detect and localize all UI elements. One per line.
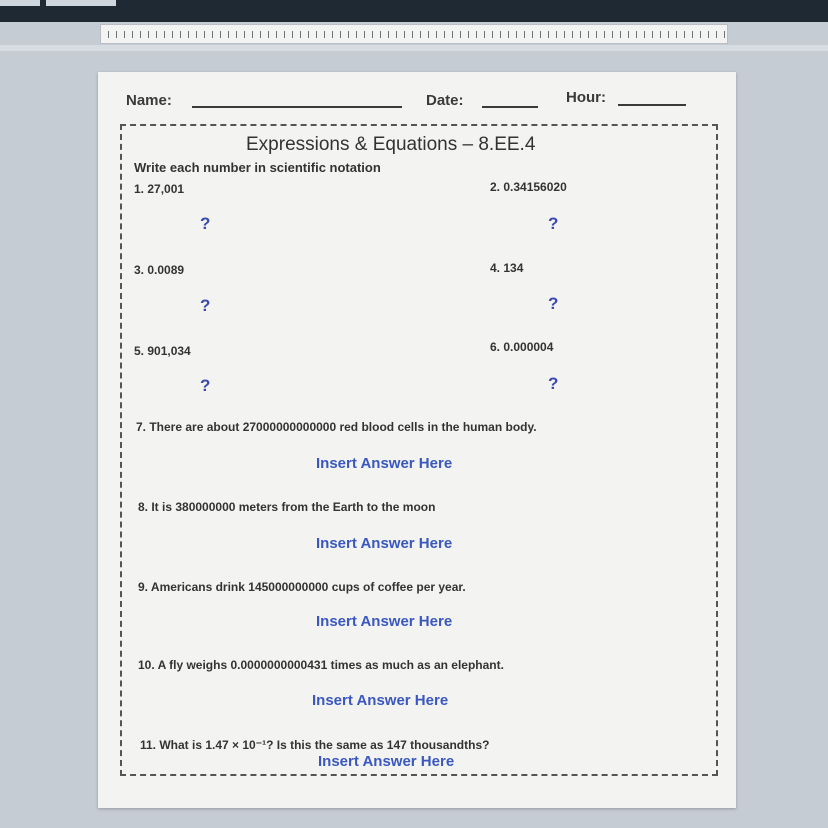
ruler-strip xyxy=(0,45,828,51)
worksheet-title: Expressions & Equations – 8.EE.4 xyxy=(246,134,536,155)
answer-2-placeholder[interactable]: ? xyxy=(548,214,559,233)
hour-blank xyxy=(618,104,686,106)
question-10: 10. A fly weighs 0.0000000000431 times as much as an elephant. xyxy=(138,658,504,672)
question-6: 6. 0.000004 xyxy=(490,340,554,354)
question-9: 9. Americans drink 145000000000 cups of coffee per year. xyxy=(138,580,466,594)
answer-3-placeholder[interactable]: ? xyxy=(200,296,211,315)
date-label: Date: xyxy=(426,92,464,109)
hour-label: Hour: xyxy=(566,89,606,106)
question-8: 8. It is 380000000 meters from the Earth to the moon xyxy=(138,500,436,514)
answer-4-placeholder[interactable]: ? xyxy=(548,294,559,313)
toolbar-tab[interactable] xyxy=(0,0,40,6)
question-2: 2. 0.34156020 xyxy=(490,180,567,194)
answer-11-field[interactable]: Insert Answer Here xyxy=(318,753,455,770)
instructions: Write each number in scientific notation xyxy=(134,160,381,175)
answer-9-field[interactable]: Insert Answer Here xyxy=(316,613,453,630)
question-5: 5. 901,034 xyxy=(134,344,191,358)
question-1: 1. 27,001 xyxy=(134,182,185,196)
answer-8-field[interactable]: Insert Answer Here xyxy=(316,535,453,552)
answer-6-placeholder[interactable]: ? xyxy=(548,374,559,393)
question-3: 3. 0.0089 xyxy=(134,263,185,277)
answer-10-field[interactable]: Insert Answer Here xyxy=(312,692,449,709)
question-4: 4. 134 xyxy=(490,261,524,275)
app-top-bar xyxy=(0,0,828,22)
answer-5-placeholder[interactable]: ? xyxy=(200,376,211,395)
answer-7-field[interactable]: Insert Answer Here xyxy=(316,455,453,472)
question-7: 7. There are about 27000000000000 red blood cells in the human body. xyxy=(136,420,537,434)
name-blank xyxy=(192,106,402,108)
answer-1-placeholder[interactable]: ? xyxy=(200,214,211,233)
name-label: Name: xyxy=(126,92,172,109)
date-blank xyxy=(482,106,538,108)
toolbar-tab[interactable] xyxy=(46,0,116,6)
horizontal-ruler[interactable] xyxy=(100,24,728,44)
question-11: 11. What is 1.47 × 10⁻¹? Is this the same as 147 thousandths? xyxy=(140,738,490,752)
